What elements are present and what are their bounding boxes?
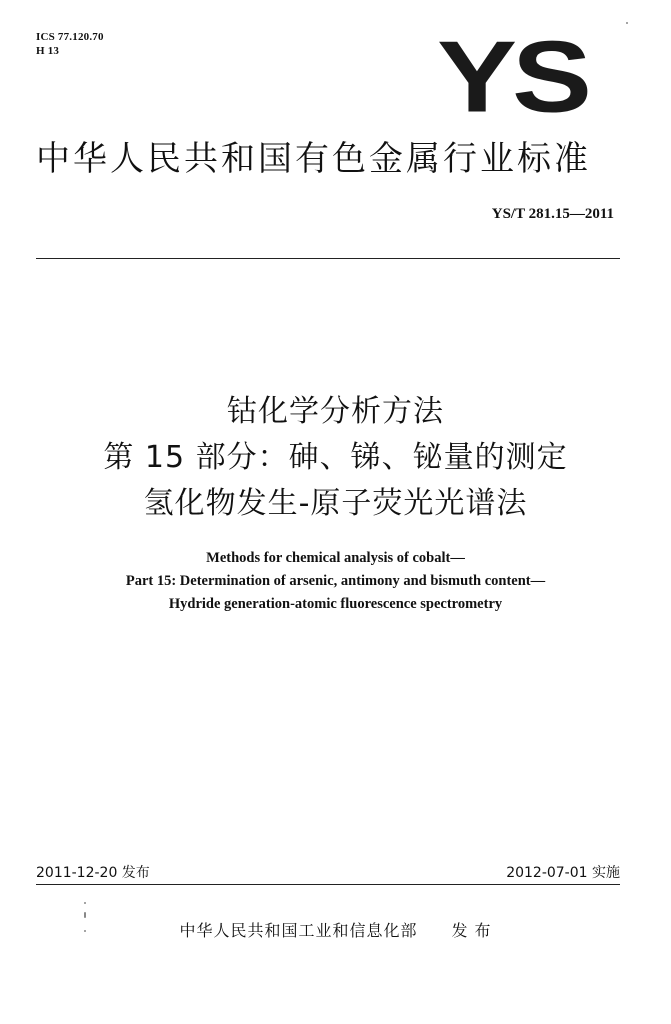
- cn-title-line-3: 氢化物发生-原子荧光光谱法: [143, 486, 528, 521]
- issuer-line: [0, 918, 671, 941]
- organization-title: 中华人民共和国有色金属行业标准: [36, 139, 591, 179]
- publish-label: 发 布: [451, 921, 492, 940]
- release-date: 2011-12-20 发布: [36, 865, 150, 881]
- scan-speck: [84, 902, 86, 904]
- issuer-name: 中华人民共和国工业和信息化部: [179, 921, 418, 940]
- header-divider: [36, 258, 620, 259]
- implementation-date: 2012-07-01 实施: [506, 865, 620, 881]
- footer-divider: [36, 884, 620, 885]
- ccs-code: H 13: [36, 45, 60, 57]
- en-title-line-1: Methods for chemical analysis of cobalt—: [206, 550, 465, 566]
- ys-logo: YS: [437, 21, 588, 134]
- scan-speck: [84, 930, 86, 932]
- en-title-line-3: Hydride generation-atomic fluorescence spectrometry: [168, 596, 503, 612]
- classification-codes: [36, 30, 104, 58]
- ics-code: ICS 77.120.70: [36, 31, 104, 43]
- scan-speck: [84, 912, 86, 918]
- cn-title-line-2: 第 15 部分：砷、锑、铋量的测定: [103, 440, 568, 475]
- scan-speck: [626, 22, 628, 24]
- en-title-line-2: Part 15: Determination of arsenic, antimony and bismuth content—: [125, 573, 546, 589]
- standard-number: YS/T 281.15—2011: [491, 206, 614, 222]
- cn-title-line-1: 钴化学分析方法: [227, 394, 444, 429]
